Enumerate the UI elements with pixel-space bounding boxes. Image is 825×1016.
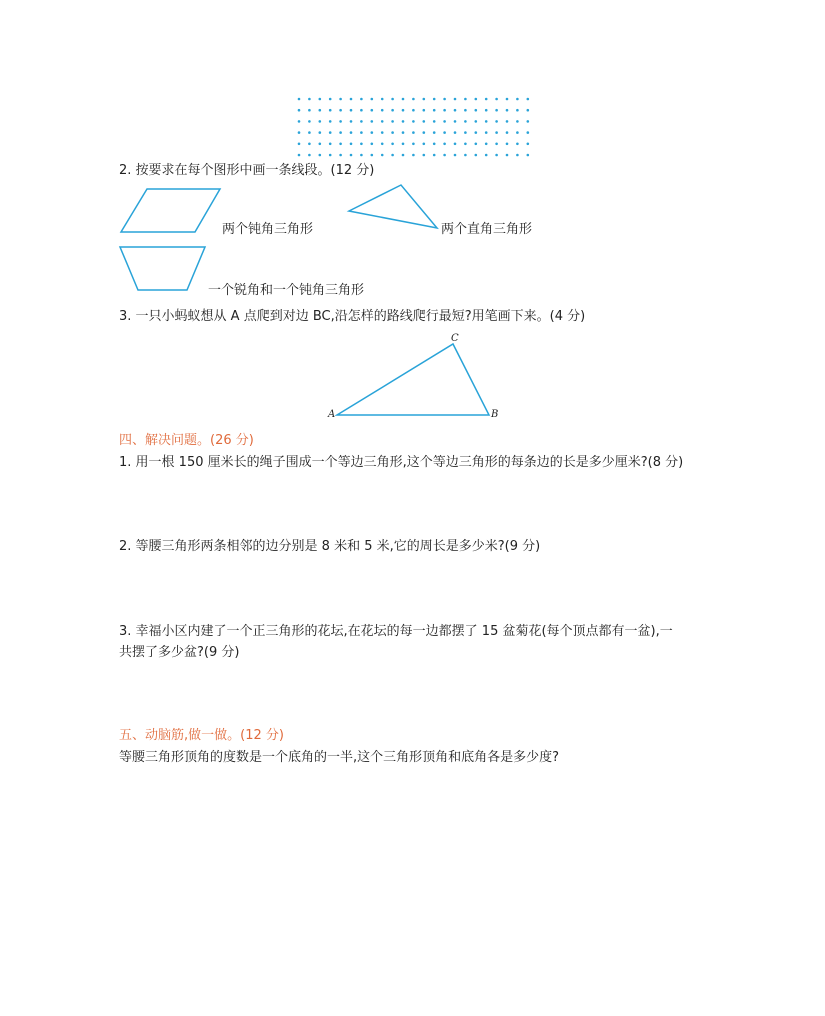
grid-dot: [454, 143, 457, 146]
grid-dot: [443, 98, 446, 101]
grid-dot: [454, 154, 457, 157]
grid-dot: [381, 131, 384, 134]
grid-dot: [339, 143, 342, 146]
grid-dot: [485, 109, 488, 112]
grid-dot: [495, 98, 498, 101]
grid-dot: [423, 143, 426, 146]
grid-dot: [423, 120, 426, 123]
grid-dot: [391, 109, 394, 112]
grid-dot: [360, 120, 363, 123]
point-c-label: C: [451, 333, 459, 344]
grid-dot: [329, 143, 332, 146]
grid-dot: [350, 98, 353, 101]
section-4-question-1: 1. 用一根 150 厘米长的绳子围成一个等边三角形,这个等边三角形的每条边的长是多少厘米?(8 分): [119, 455, 684, 470]
grid-dot: [308, 154, 311, 157]
grid-dot: [339, 109, 342, 112]
grid-dot: [412, 154, 415, 157]
grid-dot: [527, 154, 530, 157]
grid-dot: [485, 98, 488, 101]
grid-dot: [464, 109, 467, 112]
grid-dot: [402, 120, 405, 123]
label-trapezoid: 一个锐角和一个钝角三角形: [208, 283, 365, 298]
obtuse-triangle-figure: [349, 185, 437, 228]
grid-dot: [506, 109, 509, 112]
grid-dot: [443, 154, 446, 157]
grid-dot: [350, 154, 353, 157]
triangle-abc-figure: [337, 344, 489, 415]
grid-dot: [381, 143, 384, 146]
grid-dot: [381, 98, 384, 101]
grid-dot: [527, 143, 530, 146]
grid-dot: [464, 98, 467, 101]
question-2-text: 2. 按要求在每个图形中画一条线段。(12 分): [119, 163, 375, 178]
grid-dot: [433, 98, 436, 101]
grid-dot: [454, 131, 457, 134]
grid-dot: [391, 98, 394, 101]
grid-dot: [527, 131, 530, 134]
grid-dot: [308, 131, 311, 134]
grid-dot: [402, 143, 405, 146]
grid-dot: [381, 109, 384, 112]
grid-dot: [433, 143, 436, 146]
grid-dot: [475, 143, 478, 146]
grid-dot: [339, 154, 342, 157]
grid-dot: [516, 98, 519, 101]
label-triangle: 两个直角三角形: [441, 222, 533, 237]
grid-dot: [433, 131, 436, 134]
grid-dot: [454, 109, 457, 112]
grid-dot: [308, 143, 311, 146]
grid-dot: [423, 109, 426, 112]
grid-dot: [360, 131, 363, 134]
grid-dot: [298, 131, 301, 134]
parallelogram-figure: [121, 189, 220, 232]
grid-dot: [485, 131, 488, 134]
grid-dot: [319, 143, 322, 146]
grid-dot: [350, 131, 353, 134]
grid-dot: [475, 131, 478, 134]
grid-dot: [506, 98, 509, 101]
grid-dot: [412, 143, 415, 146]
section-4-question-3-line-2: 共摆了多少盆?(9 分): [119, 645, 240, 660]
grid-dot: [433, 154, 436, 157]
grid-dot: [402, 131, 405, 134]
section-5-heading: 五、动脑筋,做一做。(12 分): [119, 728, 284, 743]
grid-dot: [495, 143, 498, 146]
grid-dot: [412, 109, 415, 112]
grid-dot: [329, 154, 332, 157]
grid-dot: [329, 131, 332, 134]
grid-dot: [319, 154, 322, 157]
grid-dot: [454, 120, 457, 123]
grid-dot: [319, 131, 322, 134]
grid-dot: [412, 131, 415, 134]
trapezoid-figure: [120, 247, 205, 290]
grid-dot: [391, 120, 394, 123]
grid-dot: [412, 120, 415, 123]
grid-dot: [329, 120, 332, 123]
grid-dot: [360, 109, 363, 112]
grid-dot: [485, 154, 488, 157]
grid-dot: [443, 109, 446, 112]
grid-dot: [443, 120, 446, 123]
grid-dot: [527, 120, 530, 123]
grid-dot: [319, 109, 322, 112]
grid-dot: [506, 154, 509, 157]
grid-dot: [391, 131, 394, 134]
grid-dot: [433, 120, 436, 123]
grid-dot: [443, 131, 446, 134]
grid-dot: [339, 120, 342, 123]
grid-dot: [402, 98, 405, 101]
point-b-label: B: [491, 409, 499, 420]
grid-dot: [433, 109, 436, 112]
grid-dot: [464, 131, 467, 134]
grid-dot: [360, 154, 363, 157]
grid-dot: [360, 143, 363, 146]
grid-dot: [339, 131, 342, 134]
grid-dot: [464, 143, 467, 146]
grid-dot: [516, 120, 519, 123]
grid-dot: [412, 98, 415, 101]
grid-dot: [298, 109, 301, 112]
grid-dot: [495, 120, 498, 123]
grid-dot: [485, 143, 488, 146]
grid-dot: [308, 98, 311, 101]
grid-dot: [423, 154, 426, 157]
grid-dot: [329, 98, 332, 101]
grid-dot: [516, 143, 519, 146]
grid-dot: [475, 154, 478, 157]
grid-dot: [506, 143, 509, 146]
grid-dot: [516, 109, 519, 112]
grid-dot: [371, 109, 374, 112]
grid-dot: [443, 143, 446, 146]
grid-dot: [475, 109, 478, 112]
label-parallelogram: 两个钝角三角形: [222, 222, 314, 237]
grid-dot: [298, 154, 301, 157]
dot-grid: [298, 98, 529, 157]
grid-dot: [371, 131, 374, 134]
section-4-question-3-line-1: 3. 幸福小区内建了一个正三角形的花坛,在花坛的每一边都摆了 15 盆菊花(每个顶点都有一盆),一: [119, 624, 673, 639]
section-4-heading: 四、解决问题。(26 分): [119, 433, 254, 448]
grid-dot: [350, 143, 353, 146]
grid-dot: [371, 154, 374, 157]
grid-dot: [464, 120, 467, 123]
grid-dot: [350, 120, 353, 123]
grid-dot: [527, 98, 530, 101]
grid-dot: [516, 154, 519, 157]
grid-dot: [381, 154, 384, 157]
grid-dot: [495, 154, 498, 157]
grid-dot: [527, 109, 530, 112]
grid-dot: [506, 120, 509, 123]
section-4-question-2: 2. 等腰三角形两条相邻的边分别是 8 米和 5 米,它的周长是多少米?(9 分): [119, 539, 541, 554]
grid-dot: [298, 143, 301, 146]
grid-dot: [495, 131, 498, 134]
grid-dot: [485, 120, 488, 123]
grid-dot: [371, 98, 374, 101]
grid-dot: [329, 109, 332, 112]
grid-dot: [308, 120, 311, 123]
grid-dot: [391, 154, 394, 157]
grid-dot: [360, 98, 363, 101]
grid-dot: [371, 120, 374, 123]
grid-dot: [319, 120, 322, 123]
grid-dot: [298, 98, 301, 101]
grid-dot: [423, 131, 426, 134]
question-3-text: 3. 一只小蚂蚁想从 A 点爬到对边 BC,沿怎样的路线爬行最短?用笔画下来。(4 分): [119, 309, 586, 324]
grid-dot: [464, 154, 467, 157]
grid-dot: [298, 120, 301, 123]
point-a-label: A: [328, 409, 336, 420]
grid-dot: [391, 143, 394, 146]
grid-dot: [516, 131, 519, 134]
section-5-question: 等腰三角形顶角的度数是一个底角的一半,这个三角形顶角和底角各是多少度?: [119, 750, 560, 765]
grid-dot: [454, 98, 457, 101]
grid-dot: [506, 131, 509, 134]
grid-dot: [339, 98, 342, 101]
grid-dot: [475, 98, 478, 101]
grid-dot: [350, 109, 353, 112]
grid-dot: [402, 109, 405, 112]
grid-dot: [475, 120, 478, 123]
grid-dot: [495, 109, 498, 112]
grid-dot: [423, 98, 426, 101]
grid-dot: [381, 120, 384, 123]
grid-dot: [371, 143, 374, 146]
grid-dot: [319, 98, 322, 101]
grid-dot: [402, 154, 405, 157]
grid-dot: [308, 109, 311, 112]
